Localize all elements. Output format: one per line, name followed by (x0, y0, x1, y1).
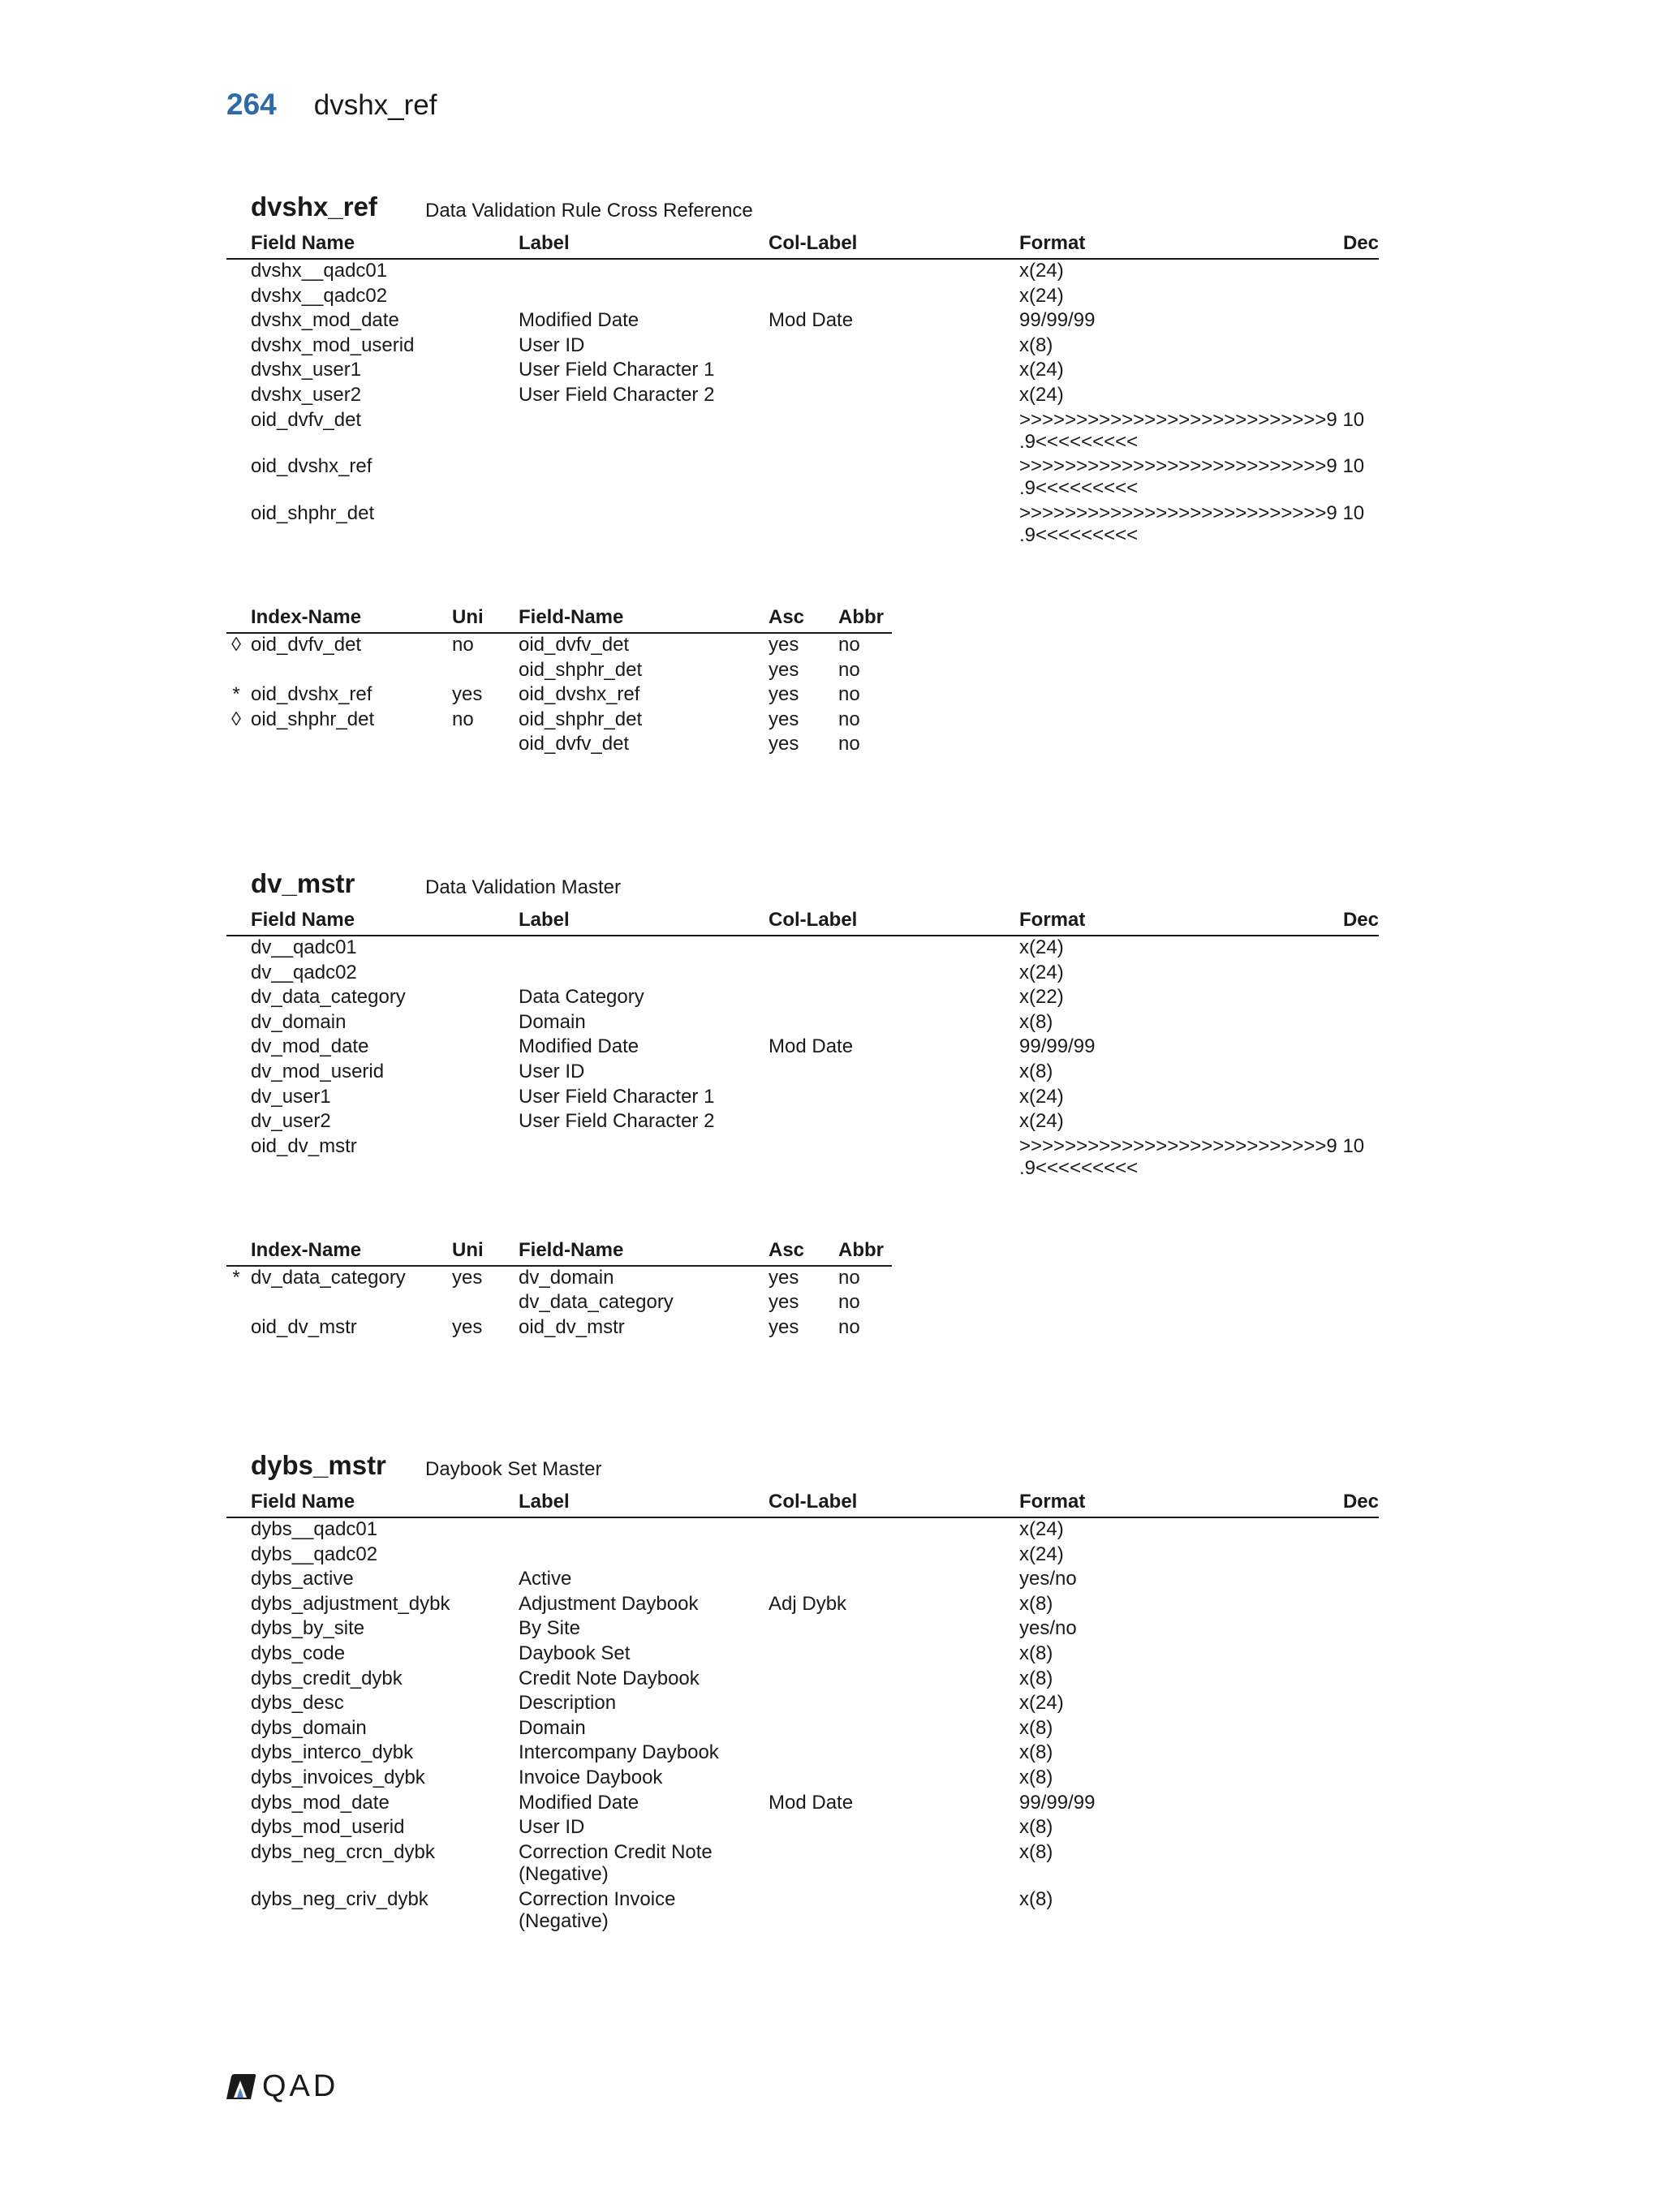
field-row (226, 1035, 1379, 1061)
field-row (226, 962, 1379, 987)
field-row (226, 1135, 1379, 1182)
header-abbr: Abbr (838, 605, 884, 628)
index-row (226, 708, 892, 734)
field-name: dv_user1 (251, 1085, 331, 1108)
table-block-dv_mstr (226, 868, 1379, 1341)
field-label: User Field Character 1 (519, 359, 715, 381)
field-row (226, 1767, 1379, 1792)
field-format: yes/no (1019, 1568, 1077, 1590)
field-name: dv_mod_date (251, 1035, 369, 1058)
index-abbr: no (838, 683, 860, 706)
field-row (226, 334, 1379, 359)
field-name: dvshx__qadc02 (251, 284, 388, 307)
field-format: x(8) (1019, 1716, 1053, 1739)
field-row (226, 1061, 1379, 1086)
index-field-name: oid_dvfv_det (519, 633, 630, 656)
field-name: dvshx_user1 (251, 359, 362, 381)
field-format: >>>>>>>>>>>>>>>>>>>>>>>>>>>9 10 .9<<<<<<<<< (1019, 455, 1365, 500)
field-row (226, 1518, 1379, 1543)
field-col-label: Mod Date (769, 309, 854, 332)
field-col-label: Adj Dybk (769, 1592, 847, 1615)
field-name: dv_domain (251, 1010, 347, 1033)
field-row (226, 1568, 1379, 1593)
header-format: Format (1019, 232, 1086, 254)
field-name: dybs_neg_criv_dybk (251, 1887, 428, 1910)
field-name: dv_mod_userid (251, 1060, 385, 1082)
field-label: Correction Invoice (Negative) (519, 1887, 676, 1932)
field-label: By Site (519, 1617, 581, 1640)
field-format: x(24) (1019, 359, 1064, 381)
table-block-dvshx_ref (226, 192, 1379, 758)
field-table-header (226, 1491, 1379, 1518)
field-name: dybs_credit_dybk (251, 1667, 403, 1689)
field-row (226, 384, 1379, 409)
field-row (226, 1888, 1379, 1935)
page-section-title: dvshx_ref (313, 89, 437, 121)
field-label: Intercompany Daybook (519, 1741, 719, 1764)
field-row (226, 1816, 1379, 1841)
field-name: dv__qadc02 (251, 961, 357, 983)
field-format: x(8) (1019, 334, 1053, 356)
field-name: oid_dv_mstr (251, 1134, 357, 1157)
field-format: x(24) (1019, 1543, 1064, 1565)
index-field-name: dv_data_category (519, 1291, 674, 1314)
field-label: User ID (519, 334, 585, 356)
field-format: x(24) (1019, 383, 1064, 406)
field-label: Active (519, 1568, 572, 1590)
field-format: x(8) (1019, 1840, 1053, 1863)
field-label: Data Category (519, 986, 644, 1009)
field-label: Domain (519, 1716, 586, 1739)
index-field-name: dv_domain (519, 1266, 614, 1289)
index-name: dv_data_category (251, 1266, 406, 1289)
index-unique: yes (452, 683, 483, 706)
field-label: Daybook Set (519, 1642, 631, 1664)
field-row (226, 1841, 1379, 1888)
index-row (226, 659, 892, 684)
field-label: User Field Character 2 (519, 1110, 715, 1133)
field-row (226, 1593, 1379, 1618)
field-format: x(24) (1019, 961, 1064, 983)
table-description: Daybook Set Master (425, 1458, 602, 1480)
field-name: dvshx_user2 (251, 383, 362, 406)
qad-logo-icon (225, 2073, 257, 2101)
field-format: x(8) (1019, 1060, 1053, 1082)
field-format: 99/99/99 (1019, 1035, 1096, 1058)
field-label: Description (519, 1692, 617, 1715)
table-heading (226, 192, 1379, 232)
field-row (226, 502, 1379, 549)
field-label: Modified Date (519, 1035, 639, 1058)
logo-text: QAD (262, 2069, 339, 2103)
header-col-label: Col-Label (769, 232, 858, 254)
header-label: Label (519, 232, 570, 254)
field-name: dvshx_mod_userid (251, 334, 415, 356)
field-name: dybs__qadc01 (251, 1518, 378, 1540)
index-table (226, 1239, 892, 1341)
index-asc: yes (769, 708, 799, 730)
field-name: dybs_interco_dybk (251, 1741, 414, 1764)
index-abbr: no (838, 708, 860, 730)
index-field-name: oid_dvfv_det (519, 733, 630, 755)
index-asc: yes (769, 633, 799, 656)
header-abbr: Abbr (838, 1238, 884, 1261)
field-row (226, 1792, 1379, 1817)
field-name: oid_dvshx_ref (251, 455, 372, 478)
header-field-name: Field-Name (519, 1238, 624, 1261)
field-name: dybs_by_site (251, 1617, 365, 1640)
field-name: dybs_neg_crcn_dybk (251, 1840, 435, 1863)
index-table (226, 606, 892, 758)
index-row (226, 1316, 892, 1341)
header-field-name: Field Name (251, 232, 355, 254)
table-heading (226, 868, 1379, 909)
header-field-name: Field Name (251, 909, 355, 931)
field-col-label: Mod Date (769, 1791, 854, 1814)
field-format: x(24) (1019, 1518, 1064, 1540)
page-number: 264 (226, 88, 277, 121)
field-format: x(8) (1019, 1010, 1053, 1033)
field-label: Modified Date (519, 309, 639, 332)
index-name: oid_dv_mstr (251, 1315, 357, 1338)
header-dec: Dec (1342, 1491, 1379, 1513)
field-name: dybs_active (251, 1568, 354, 1590)
field-format: x(24) (1019, 284, 1064, 307)
header-dec: Dec (1342, 232, 1379, 254)
index-field-name: oid_shphr_det (519, 658, 643, 681)
index-abbr: no (838, 1315, 860, 1338)
header-asc: Asc (769, 1238, 805, 1261)
field-row (226, 455, 1379, 502)
field-format: x(24) (1019, 936, 1064, 958)
field-row (226, 1692, 1379, 1717)
field-table (226, 1491, 1379, 1934)
table-name: dv_mstr (251, 868, 355, 898)
field-name: dvshx__qadc01 (251, 260, 388, 282)
field-label: Correction Credit Note (Negative) (519, 1840, 713, 1885)
table-description: Data Validation Master (425, 876, 622, 898)
field-label: User Field Character 2 (519, 383, 715, 406)
index-marker: * (232, 683, 240, 706)
field-format: x(8) (1019, 1766, 1053, 1788)
field-format: x(8) (1019, 1741, 1053, 1764)
field-name: dybs_code (251, 1642, 346, 1664)
field-row (226, 260, 1379, 285)
header-asc: Asc (769, 605, 805, 628)
field-label: Adjustment Daybook (519, 1592, 699, 1615)
header-field-name: Field Name (251, 1491, 355, 1513)
field-row (226, 1741, 1379, 1767)
index-asc: yes (769, 733, 799, 755)
header-uni: Uni (452, 1238, 484, 1261)
field-format: 99/99/99 (1019, 309, 1096, 332)
field-name: dybs_adjustment_dybk (251, 1592, 450, 1615)
field-format: x(22) (1019, 986, 1064, 1009)
header-index-name: Index-Name (251, 1238, 362, 1261)
field-row (226, 1717, 1379, 1742)
field-format: >>>>>>>>>>>>>>>>>>>>>>>>>>>9 10 .9<<<<<<<<< (1019, 502, 1365, 547)
field-label: User ID (519, 1816, 585, 1839)
header-dec: Dec (1342, 909, 1379, 931)
field-format: yes/no (1019, 1617, 1077, 1640)
field-format: x(24) (1019, 1692, 1064, 1715)
index-asc: yes (769, 683, 799, 706)
index-asc: yes (769, 1315, 799, 1338)
field-name: dv_data_category (251, 986, 406, 1009)
field-name: dybs_invoices_dybk (251, 1766, 425, 1788)
field-format: x(8) (1019, 1816, 1053, 1839)
field-format: 99/99/99 (1019, 1791, 1096, 1814)
header-col-label: Col-Label (769, 1491, 858, 1513)
index-name: oid_dvfv_det (251, 633, 362, 656)
index-row (226, 1267, 892, 1292)
index-marker: ◊ (231, 708, 241, 730)
field-row (226, 1642, 1379, 1668)
field-name: dybs_mod_userid (251, 1816, 405, 1839)
header-format: Format (1019, 909, 1086, 931)
field-name: dv_user2 (251, 1110, 331, 1133)
field-row (226, 1668, 1379, 1693)
field-label: Credit Note Daybook (519, 1667, 700, 1689)
index-unique: no (452, 633, 474, 656)
field-table (226, 909, 1379, 1182)
index-name: oid_dvshx_ref (251, 683, 372, 706)
field-row (226, 309, 1379, 334)
index-marker: * (232, 1266, 240, 1289)
field-name: dybs_mod_date (251, 1791, 390, 1814)
field-label: User ID (519, 1060, 585, 1082)
field-format: x(8) (1019, 1642, 1053, 1664)
index-table-header (226, 1239, 892, 1267)
table-description: Data Validation Rule Cross Reference (425, 200, 753, 222)
header-uni: Uni (452, 605, 484, 628)
field-label: User Field Character 1 (519, 1085, 715, 1108)
index-asc: yes (769, 1266, 799, 1289)
field-table-header (226, 909, 1379, 936)
field-format: x(8) (1019, 1592, 1053, 1615)
header-format: Format (1019, 1491, 1086, 1513)
index-row (226, 733, 892, 758)
index-row (226, 683, 892, 708)
field-row (226, 936, 1379, 962)
index-abbr: no (838, 733, 860, 755)
field-format: x(24) (1019, 1110, 1064, 1133)
index-abbr: no (838, 658, 860, 681)
field-name: dvshx_mod_date (251, 309, 399, 332)
field-label: Modified Date (519, 1791, 639, 1814)
header-field-name: Field-Name (519, 605, 624, 628)
field-row (226, 1086, 1379, 1111)
table-name: dybs_mstr (251, 1450, 386, 1480)
field-name: dv__qadc01 (251, 936, 357, 958)
index-name: oid_shphr_det (251, 708, 375, 730)
field-table (226, 232, 1379, 549)
index-field-name: oid_dv_mstr (519, 1315, 625, 1338)
table-name: dvshx_ref (251, 192, 377, 222)
index-abbr: no (838, 633, 860, 656)
index-asc: yes (769, 658, 799, 681)
field-table-header (226, 232, 1379, 260)
index-asc: yes (769, 1291, 799, 1314)
field-format: x(8) (1019, 1887, 1053, 1910)
field-row (226, 1110, 1379, 1135)
table-block-dybs_mstr (226, 1450, 1379, 1934)
field-label: Domain (519, 1010, 586, 1033)
table-heading (226, 1450, 1379, 1491)
index-field-name: oid_shphr_det (519, 708, 643, 730)
index-unique: no (452, 708, 474, 730)
index-unique: yes (452, 1266, 483, 1289)
index-field-name: oid_dvshx_ref (519, 683, 640, 706)
header-label: Label (519, 909, 570, 931)
field-name: dybs_domain (251, 1716, 367, 1739)
header-label: Label (519, 1491, 570, 1513)
index-abbr: no (838, 1266, 860, 1289)
field-row (226, 285, 1379, 310)
field-format: >>>>>>>>>>>>>>>>>>>>>>>>>>>9 10 .9<<<<<<<<< (1019, 1134, 1365, 1179)
field-format: >>>>>>>>>>>>>>>>>>>>>>>>>>>9 10 .9<<<<<<<<< (1019, 408, 1365, 453)
index-abbr: no (838, 1291, 860, 1314)
index-unique: yes (452, 1315, 483, 1338)
index-row (226, 1291, 892, 1316)
field-col-label: Mod Date (769, 1035, 854, 1058)
field-row (226, 1543, 1379, 1569)
header-index-name: Index-Name (251, 605, 362, 628)
field-row (226, 1617, 1379, 1642)
field-format: x(24) (1019, 1085, 1064, 1108)
field-row (226, 986, 1379, 1011)
field-name: oid_shphr_det (251, 502, 375, 525)
field-row (226, 359, 1379, 384)
index-row (226, 634, 892, 659)
footer-logo (225, 2069, 338, 2104)
field-name: oid_dvfv_det (251, 408, 362, 431)
header-col-label: Col-Label (769, 909, 858, 931)
field-name: dybs_desc (251, 1692, 344, 1715)
field-format: x(24) (1019, 260, 1064, 282)
index-marker: ◊ (231, 633, 241, 656)
field-name: dybs__qadc02 (251, 1543, 378, 1565)
field-format: x(8) (1019, 1667, 1053, 1689)
index-table-header (226, 606, 892, 634)
page-header (226, 88, 437, 128)
field-label: Invoice Daybook (519, 1766, 663, 1788)
field-row (226, 409, 1379, 456)
field-row (226, 1011, 1379, 1036)
